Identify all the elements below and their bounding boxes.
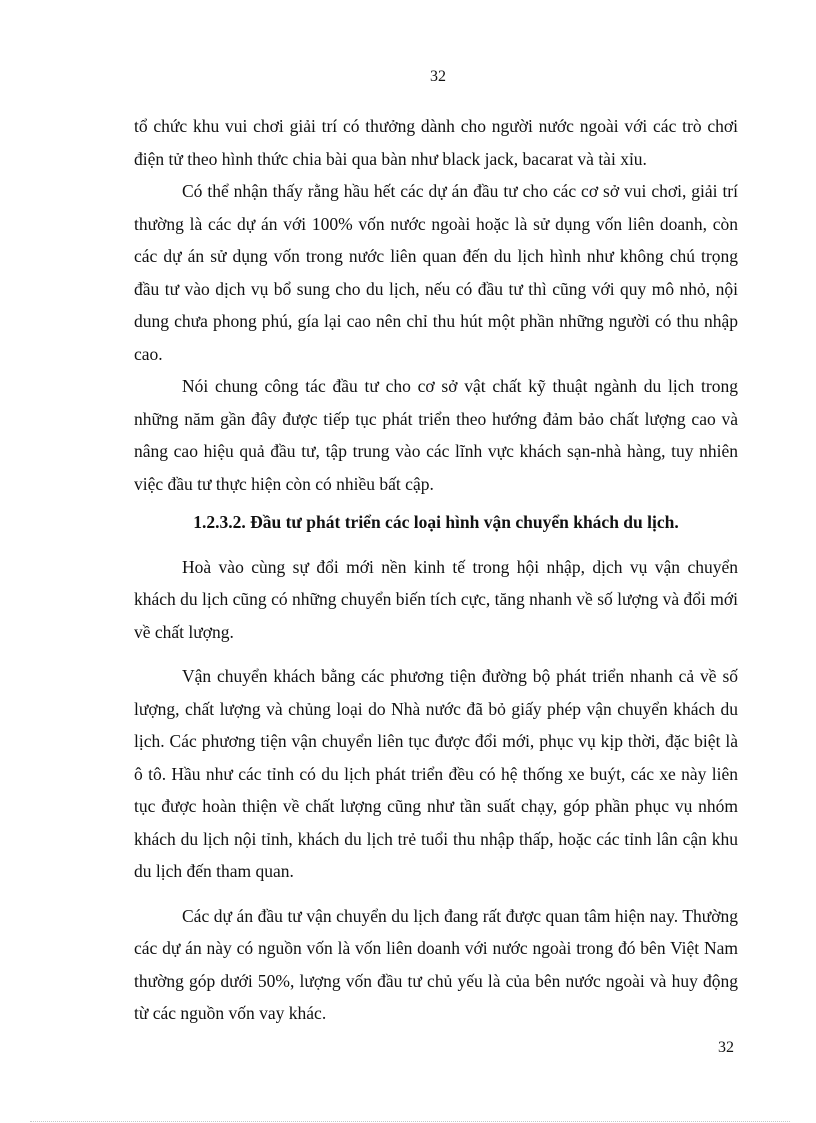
paragraph-transport-intro: Hoà vào cùng sự đổi mới nền kinh tế trong hội nhập, dịch vụ vận chuyển khách du lịch cũng có những chuyển biến tích cực, tăng nhanh về số lượng và đổi mới về chất lượng.	[134, 556, 738, 642]
page-number-top: 32	[430, 68, 446, 85]
section-heading: 1.2.3.2. Đầu tư phát triển các loại hình vận chuyển khách du lịch.	[193, 512, 679, 532]
page-bottom-divider	[30, 1121, 790, 1122]
paragraph-road-transport: Vận chuyển khách bằng các phương tiện đường bộ phát triển nhanh cả về số lượng, chất lượng và chủng loại do Nhà nước đã bỏ giấy phép vận chuyển khách du lịch. Các phương tiện vận chuyển liên tục được đổi mới, phục vụ kịp thời, đặc biệt là ô tô. Hầu như các tỉnh có du lịch phát triển đều có hệ thống xe buýt, các xe này liên tục được hoàn thiện về chất lượng cũng như tần suất chạy, góp phần phục vụ nhóm khách du lịch nội tỉnh, khách du lịch trẻ tuổi thu nhập thấp, hoặc các tỉnh lân cận khu du lịch đến tham quan.	[134, 666, 738, 881]
document-body	[134, 110, 738, 1030]
page-number-bottom: 32	[718, 1039, 734, 1056]
paragraph-investment-summary: Nói chung công tác đầu tư cho cơ sở vật chất kỹ thuật ngành du lịch trong những năm gần đây được tiếp tục phát triển theo hướng đảm bảo chất lượng cao và nâng cao hiệu quả đầu tư, tập trung vào các lĩnh vực khách sạn-nhà hàng, tuy nhiên việc đầu tư thực hiện còn có nhiều bất cập.	[134, 376, 738, 494]
paragraph-transport-projects: Các dự án đầu tư vận chuyển du lịch đang rất được quan tâm hiện nay. Thường các dự án này có nguồn vốn là vốn liên doanh với nước ngoài trong đó bên Việt Nam thường góp dưới 50%, lượng vốn đầu tư chủ yếu là của bên nước ngoài và huy động từ các nguồn vốn vay khác.	[134, 905, 738, 1023]
paragraph-continuation: tổ chức khu vui chơi giải trí có thưởng dành cho người nước ngoài với các trò chơi điện tử theo hình thức chia bài qua bàn như black jack, bacarat và tài xỉu.	[134, 116, 738, 169]
paragraph-investment-entertainment: Có thể nhận thấy rằng hầu hết các dự án đầu tư cho các cơ sở vui chơi, giải trí thường là các dự án với 100% vốn nước ngoài hoặc là sử dụng vốn liên doanh, còn các dự án sử dụng vốn trong nước liên quan đến du lịch hình như không chú trọng đầu tư vào dịch vụ bổ sung cho du lịch, nếu có đầu tư thì cũng với quy mô nhỏ, nội dung chưa phong phú, gía lại cao nên chỉ thu hút một phần những người có thu nhập cao.	[134, 181, 738, 364]
